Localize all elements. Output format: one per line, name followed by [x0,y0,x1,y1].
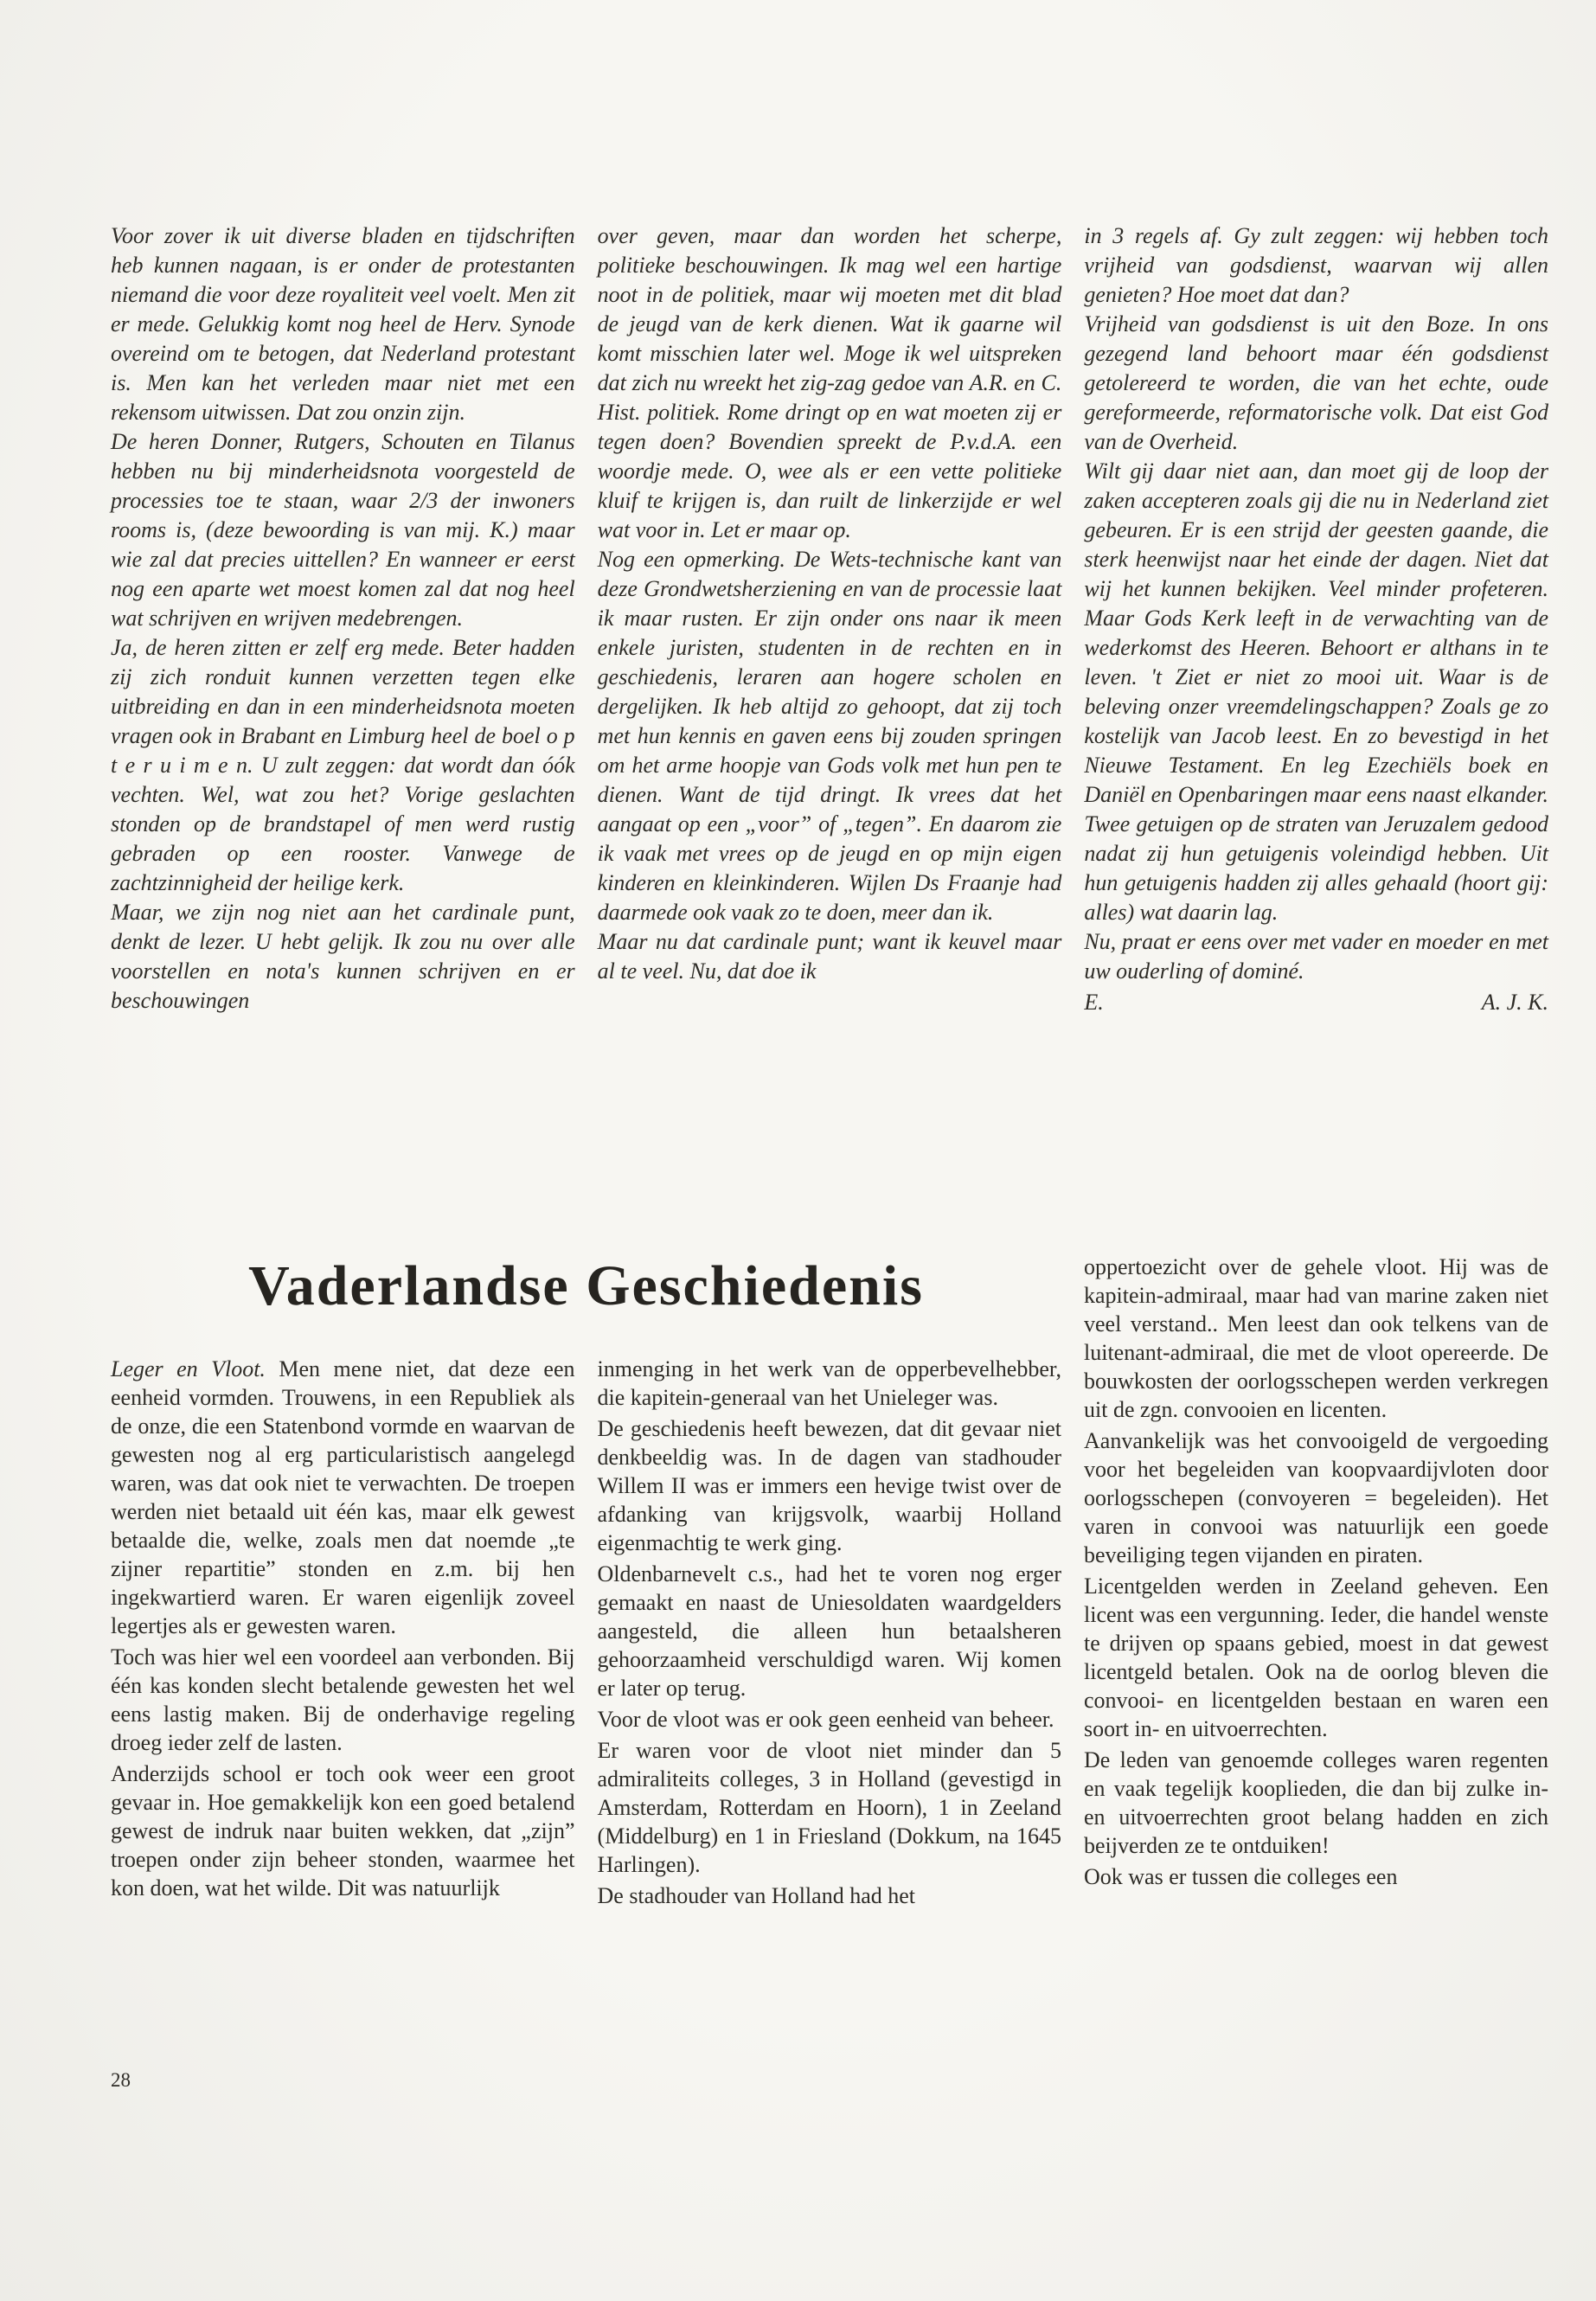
paragraph: Wilt gij daar niet aan, dan moet gij de loop der zaken accepteren zoals gij die nu in Nederland ziet gebeuren. Er is een strijd der geesten gaande, die sterk heenwijst naar het einde der dagen. Niet dat wij het kunnen bekijken. Veel minder profeteren. Maar Gods Kerk leeft in de verwachting van de wederkomst des Heeren. Behoort er althans in te leven. 't Ziet er niet zo mooi uit. Waar is de beleving onzer vreemdelingschappen? Zoals ge zo kostelijk van Jacob leest. En zo bevestigd in het Nieuwe Testament. En leg Ezechiëls boek en Daniël en Openbaringen maar eens naast elkander. Twee getuigen op de straten van Jeruzalem gedood nadat zij hun getuigenis voleindigd hebben. Uit hun getuigenis hadden zij alles gehaald (hoort gij: alles) wat daarin lag. [1084,458,1549,925]
paragraph: Nog een opmerking. De Wets-technische kant van deze Grondwetsherziening en van de processie laat ik maar rusten. Er zijn onder ons naar ik meen enkele juristen, studenten in de rechten en in geschiedenis, leraren aan hogere scholen en dergelijken. Ik heb altijd zo gehoopt, dat zij toch met hun kennis en gaven eens bij zouden springen om het arme hoopje van Gods volk met hun pen te dienen. Want de tijd dringt. Ik vrees dat het aangaat op een „voor” of „tegen”. En daarom zie ik vaak met vrees op de jeugd en op mijn eigen kinderen en kleinkinderen. Wijlen Ds Fraanje had daarmede ook vaak zo te doen, meer dan ik. [597,547,1062,925]
paragraph: De heren Donner, Rutgers, Schouten en Tilanus hebben nu bij minderheidsnota voorgesteld de processies toe te staan, waar 2/3 der inwoners rooms is, (deze bewoording is van mij. K.) maar wie zal dat precies uittellen? En wanneer er eerst nog een aparte wet moest komen zal dat nog heel wat schrijven en wrijven medebrengen. [111,429,575,631]
paragraph: over geven, maar dan worden het scherpe, politieke beschouwingen. Ik mag wel een hartige noot in de politiek, maar wij moeten met dit blad de jeugd van de kerk dienen. Wat ik gaarne wil komt misschien later wel. Moge ik wel uitspreken dat zich nu wreekt het zig-zag gedoe van A.R. en C. Hist. politiek. Rome dringt op en wat moeten zij er tegen doen? Bovendien spreekt de P.v.d.A. een woordje mede. O, wee als er een vette politieke kluif te krijgen is, dan ruilt de linkerzijde er wel wat voor in. Let er maar op. [597,223,1062,542]
history-column-1 [111,1355,575,1913]
paragraph: Licentgelden werden in Zeeland geheven. Een licent was een vergunning. Ieder, die handel wenste te drijven op spaans gebied, moest in dat gewest licentgeld betalen. Ook na de oorlog bleven die convooi- en licentgelden bestaan en waren een soort in- en uitvoerrechten. [1084,1574,1548,1741]
page-number: 28 [111,2069,131,2091]
paragraph: De geschiedenis heeft bewezen, dat dit gevaar niet denkbeeldig was. In de dagen van stadhouder Willem II was er immers een hevige twist over de afdanking van krijgsvolk, waarbij Holland eigenmachtig te werk ging. [597,1416,1061,1555]
signature-author: A. J. K. [1481,990,1549,1015]
paragraph: Maar nu dat cardinale punt; want ik keuvel maar al te veel. Nu, dat doe ik [597,929,1062,984]
paragraph: Anderzijds school er toch ook weer een groot gevaar in. Hoe gemakkelijk kon een goed betalend gewest de indruk naar buiten wekken, dat „zijn” troepen onder zijn beheer stonden, waarmee het kon doen, wat het wilde. Dit was natuurlijk [111,1761,575,1900]
signature-initial: E. [1084,990,1104,1015]
paragraph: Aanvankelijk was het convooigeld de vergoeding voor het begeleiden van koopvaardijvloten door oorlogsschepen (convoyeren = begeleiden). Het varen in convooi was natuurlijk een goede beveiliging tegen vijanden en piraten. [1084,1428,1548,1567]
paragraph: Ja, de heren zitten er zelf erg mede. Beter hadden zij zich ronduit kunnen verzetten tegen elke uitbreiding en dan in een minderheidsnota moeten vragen ook in Brabant en Limburg heel de boel o p t e r u i m e n. U zult zeggen: dat wordt dan óók vechten. Wel, wat zou het? Vorige geslachten stonden op de brandstapel of men werd rustig gebraden op een rooster. Vanwege de zachtzinnigheid der heilige kerk. [111,635,575,895]
paragraph: Voor zover ik uit diverse bladen en tijdschriften heb kunnen nagaan, is er onder de protestanten niemand die voor deze royaliteit veel voelt. Men zit er mede. Gelukkig komt nog heel de Herv. Synode overeind om te betogen, dat Nederland protestant is. Men kan het verleden maar niet met een rekensom uitwissen. Dat zou onzin zijn. [111,223,575,425]
opinion-column-1 [111,221,575,1017]
paragraph: Maar, we zijn nog niet aan het cardinale punt, denkt de lezer. U hebt gelijk. Ik zou nu over alle voorstellen en nota's kunnen schrijven en er beschouwingen [111,900,575,1013]
paragraph-text: Men mene niet, dat deze een eenheid vormden. Trouwens, in een Republiek als de onze, die een Statenbond vormde en waarvan de gewesten nog al erg particularistisch aangelegd waren, was dat ook niet te verwachten. De troepen werden niet betaald uit één kas, maar elk gewest betaalde die, welke, zoals men dat noemde „te zijner repartitie” stonden en z.m. bij hen ingekwartierd waren. Er waren eigenlijk zoveel legertjes als er gewesten waren. [111,1356,575,1638]
opinion-column-2 [598,221,1062,1017]
article-title: Vaderlandse Geschiedenis [248,1254,924,1317]
paragraph: De stadhouder van Holland had het [597,1883,916,1908]
opinion-article [111,221,1548,1017]
history-column-3 [1084,1253,1548,1913]
lead-phrase: Leger en Vloot. [111,1356,266,1381]
paragraph: Toch was hier wel een voordeel aan verbonden. Bij één kas konden slecht betalende gewesten het wel eens lastig maken. Bij de onderhavige regeling droeg ieder zelf de lasten. [111,1644,575,1755]
history-columns [111,1355,1061,1913]
paragraph: Vrijheid van godsdienst is uit den Boze. In ons gezegend land behoort maar één godsdienst getolereerd te worden, die van het echte, oude gereformeerde, reformatorische volk. Dat eist God van de Overheid. [1084,311,1549,454]
paragraph: Ook was er tussen die colleges een [1084,1864,1398,1889]
opinion-column-3 [1084,221,1548,1017]
paragraph: Oldenbarnevelt c.s., had het te voren nog erger gemaakt en naast de Uniesoldaten waardgelders aangesteld, die alleen hun betaalsheren gehoorzaamheid verschuldigd waren. Wij komen er later op terug. [597,1561,1061,1701]
paragraph: Voor de vloot was er ook geen eenheid van beheer. [597,1707,1054,1732]
history-left-block [111,1253,1061,1913]
paragraph: Nu, praat er eens over met vader en moeder en met uw ouderling of dominé. [1084,929,1549,984]
paragraph: inmenging in het werk van de opperbevelhebber, die kapitein-generaal van het Unieleger was. [597,1356,1061,1410]
paragraph: Er waren voor de vloot niet minder dan 5 admiraliteits colleges, 3 in Holland (gevestigd in Amsterdam, Rotterdam en Hoorn), 1 in Zeeland (Middelburg) en 1 in Friesland (Dokkum, na 1645 Harlingen). [597,1738,1061,1877]
signature-line [1084,988,1548,1017]
paragraph: oppertoezicht over de gehele vloot. Hij was de kapitein-admiraal, maar had van marine zaken niet veel verstand.. Men leest dan ook telkens van de luitenant-admiraal, die met de vloot opereerde. De bouwkosten der oorlogsschepen werden verkregen uit de zgn. convooien en licenten. [1084,1254,1548,1422]
paragraph: in 3 regels af. Gy zult zeggen: wij hebben toch vrijheid van godsdienst, waarvan wij allen genieten? Hoe moet dat dan? [1084,223,1549,307]
paragraph: De leden van genoemde colleges waren regenten en vaak tegelijk kooplieden, die dan bij zulke in- en uitvoerrechten groot belang hadden en zich beijverden ze te ontduiken! [1084,1747,1548,1858]
history-article [111,1253,1548,1913]
history-column-2 [598,1355,1062,1913]
paragraph [111,1355,575,1640]
